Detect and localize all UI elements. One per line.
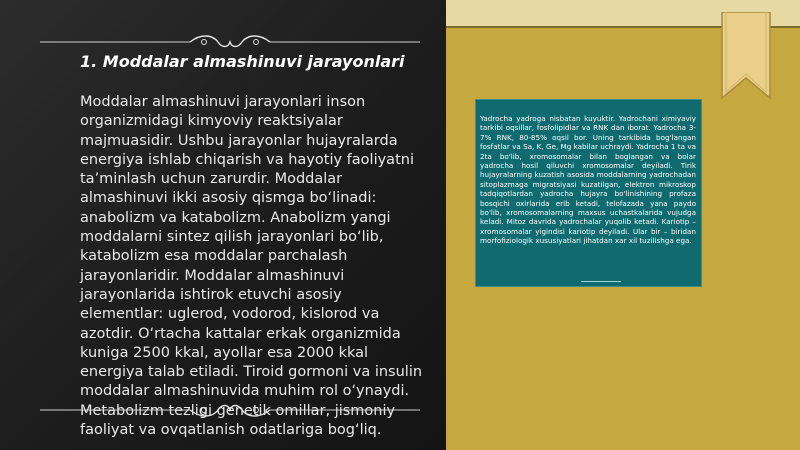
flourish-ornament-icon bbox=[40, 400, 420, 420]
flourish-ornament-icon bbox=[40, 32, 420, 52]
right-panel bbox=[446, 0, 800, 450]
card-text: Yadrocha yadroga nisbatan kuyuktir. Yadrochani ximiyaviy tarkibi oqsillar, fosfolipidlar va RNK dan iborat. Yadrocha 3-7% RNK, 80-85% oqsil bor. Uning tarkibida bog'langan fosfatlar va Sa, K, Ge, Mg kabilar uchraydi. Yadrocha 1 ta va 2ta bo'lib, xromosomalar bilan boglangan va bolar yadrocha hosil qiluvchi xromosomalar deyiladi. Tirik hujayralarning kuzatish asosida moddalarning yadrochadan sitoplazmaga migratsiyasi kuzatilgan, elektron mikroskop tadqiqotlardan yadrocha hujayra bo'linishining profaza bosqichi oxirlarida erib ketadi, telofazada yana paydo bo'lib, xromosomalarning maxsus uchastkalarida vujudga keladi. Mitoz davrida yadrochalar yuqolib ketadi. Kariotip – xromosomalar yigindisi kariotip deyiladi. Ular bir – biridan morfofiziologik xususiyatlari jihatdan xar xil tuzilishga ega. bbox=[480, 114, 696, 246]
card-underline bbox=[581, 281, 621, 282]
slide-title: 1. Moddalar almashinuvi jarayonlari bbox=[80, 52, 405, 71]
text-card bbox=[475, 99, 702, 287]
ribbon-bookmark-icon bbox=[718, 12, 774, 106]
slide-body-text: Moddalar almashinuvi jarayonlari inson organizmidagi kimyoviy reaktsiyalar majmuasidir. Ushbu jarayonlar hujayralarda energiya ishlab chiqarish va hayotiy faoliyatni ta’minlash uchun zarurdir. Moddalar almashinuvi ikki asosiy qismga bo‘linadi: anabolizm va katabolizm. Anabolizm yangi moddalarni sintez qilish jarayonlari bo‘lib, katabolizm esa moddalar parchalash jarayonlaridir. Moddalar almashinuvi jarayonlarida ishtirok etuvchi asosiy elementlar: uglerod, vodorod, kislorod va azotdir. O‘rtacha kattalar erkak organizmida kuniga 2500 kkal, ayollar esa 2000 kkal energiya talab etiladi. Tiroid gormoni va insulin moddalar almashinuvida muhim rol o‘ynaydi. Metabolizm tezligi genetik omillar, jismoniy faoliyat va ovqatlanish odatlariga bog‘liq. bbox=[80, 94, 423, 439]
